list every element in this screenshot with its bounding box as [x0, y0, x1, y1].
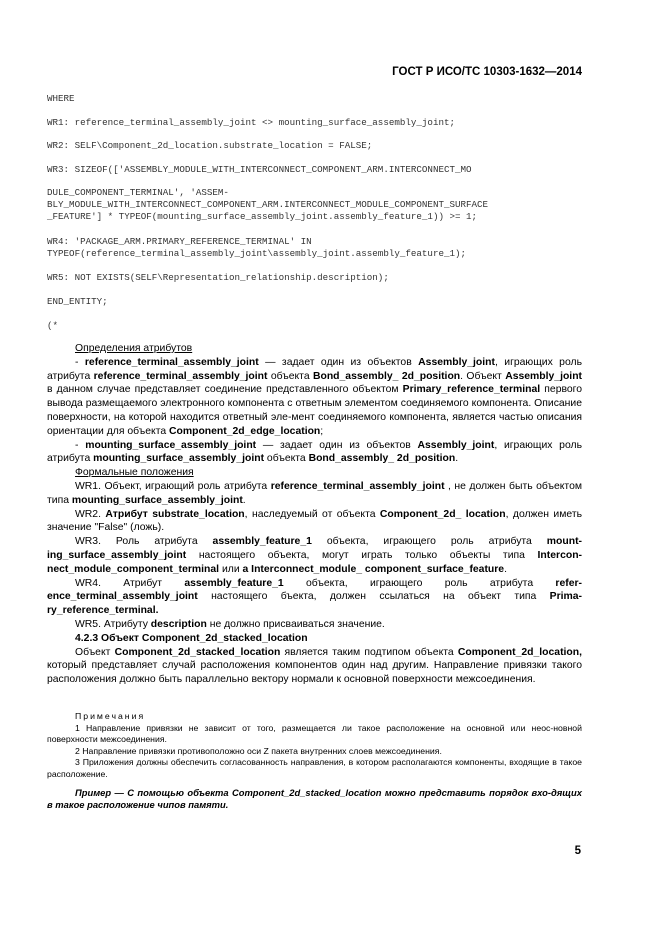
attributes-heading: Определения атрибутов: [75, 343, 193, 354]
attr-reference-terminal: - reference_terminal_assembly_joint — задает один из объектов Assembly_joint, играющих роль атрибута reference_terminal_assembly_joint объекта Bond_assembly_ 2d_position. Объект Assembly_joint в данном случае представляет соединение представленного объектом Primary_reference_terminal первого вывода размещаемого электронного компонента с ответным элементом соединяемого компонента. Описание поверхности, на которой находится ответный эле-мент соединяемого компонента, является частью описания ориентации для объекта Component_2d_edge_location;: [47, 356, 583, 437]
note-1: 1 Направление привязки не зависит от того, размещается ли такое расположение на основной или неос-новной поверхности межсоединения.: [47, 722, 582, 745]
code-where: WHERE: [47, 93, 75, 104]
page-number: 5: [574, 845, 581, 857]
note-2: 2 Направление привязки противоположно оси Z пакета внутренних слоев межсоединения.: [75, 745, 442, 756]
code-wr3-line1: WR3: SIZEOF(['ASSEMBLY_MODULE_WITH_INTERCONNECT_COMPONENT_ARM.INTERCONNECT_MO: [47, 164, 472, 175]
formal-wr5: WR5. Атрибуту description не должно присваиваться значение.: [75, 618, 385, 630]
attributes-section: [47, 342, 582, 687]
code-wr4-line1: WR4: 'PACKAGE_ARM.PRIMARY_REFERENCE_TERMINAL' IN: [47, 236, 312, 247]
code-wr1: WR1: reference_terminal_assembly_joint <> mounting_surface_assembly_joint;: [47, 117, 455, 128]
section-body: Объект Component_2d_stacked_location является таким подтипом объекта Component_2d_location, который представляет случай расположения компонентов один над другим. Направление привязки такого расположения должно быть параллельно вектору нормали к основной поверхности межсоединения.: [47, 646, 582, 686]
code-wr5: WR5: NOT EXISTS(SELF\Representation_relationship.description);: [47, 272, 389, 283]
code-wr3-line3: BLY_MODULE_WITH_INTERCONNECT_COMPONENT_ARM.INTERCONNECT_MODULE_COMPONENT_SURFACE: [47, 199, 489, 210]
code-comment-open: (*: [47, 320, 59, 331]
code-wr3-line2: DULE_COMPONENT_TERMINAL', 'ASSEM-: [47, 187, 229, 198]
standard-header: ГОСТ Р ИСО/ТС 10303-1632—2014: [392, 66, 582, 78]
formal-wr4: WR4. Атрибут assembly_feature_1 объекта, играющего роль атрибута refer-ence_terminal_assembly_joint настоящего бъекта, должен ссылаться на объект типа Prima-ry_reference_terminal.: [47, 577, 582, 617]
code-wr4-line2: TYPEOF(reference_terminal_assembly_joint\assembly_joint.assembly_feature_1);: [47, 248, 467, 259]
code-end-entity: END_ENTITY;: [47, 296, 108, 307]
formal-wr1: WR1. Объект, играющий роль атрибута reference_terminal_assembly_joint , не должен быть объектом типа mounting_surface_assembly_joint.: [47, 480, 582, 506]
formal-heading: Формальные положения: [75, 467, 194, 479]
note-3: 3 Приложения должны обеспечить согласованность направления, в котором располагаются компоненты, входящие в такое расположение.: [47, 757, 582, 779]
example-text: Пример — С помощью объекта Component_2d_stacked_location можно представить порядок вхо-дящих в такое расположение чипов памяти.: [47, 787, 582, 811]
section-heading: 4.2.3 Объект Component_2d_stacked_location: [75, 632, 308, 644]
code-wr2: WR2: SELF\Component_2d_location.substrate_location = FALSE;: [47, 140, 373, 151]
code-wr3-line4: _FEATURE'] * TYPEOF(mounting_surface_assembly_joint.assembly_feature_1)) >= 1;: [47, 211, 478, 222]
attr-mounting-surface: - mounting_surface_assembly_joint — задает один из объектов Assembly_joint, играющих роль атрибута mounting_surface_assembly_joint объекта Bond_assembly_ 2d_position.: [47, 439, 582, 465]
notes-heading: Примечания: [75, 711, 146, 721]
example-block: [47, 787, 582, 811]
formal-wr2: WR2. Атрибут substrate_location, наследуемый от объекта Component_2d_ location, должен иметь значение "False" (ложь).: [47, 508, 582, 534]
formal-wr3: WR3. Роль атрибута assembly_feature_1 объекта, играющего роль атрибута mount-ing_surface_assembly_joint настоящего объекта, могут играть только объекты типа Intercon-nect_module_component_terminal или a Interconnect_module_ component_surface_feature.: [47, 536, 582, 575]
notes-block: [47, 711, 582, 781]
